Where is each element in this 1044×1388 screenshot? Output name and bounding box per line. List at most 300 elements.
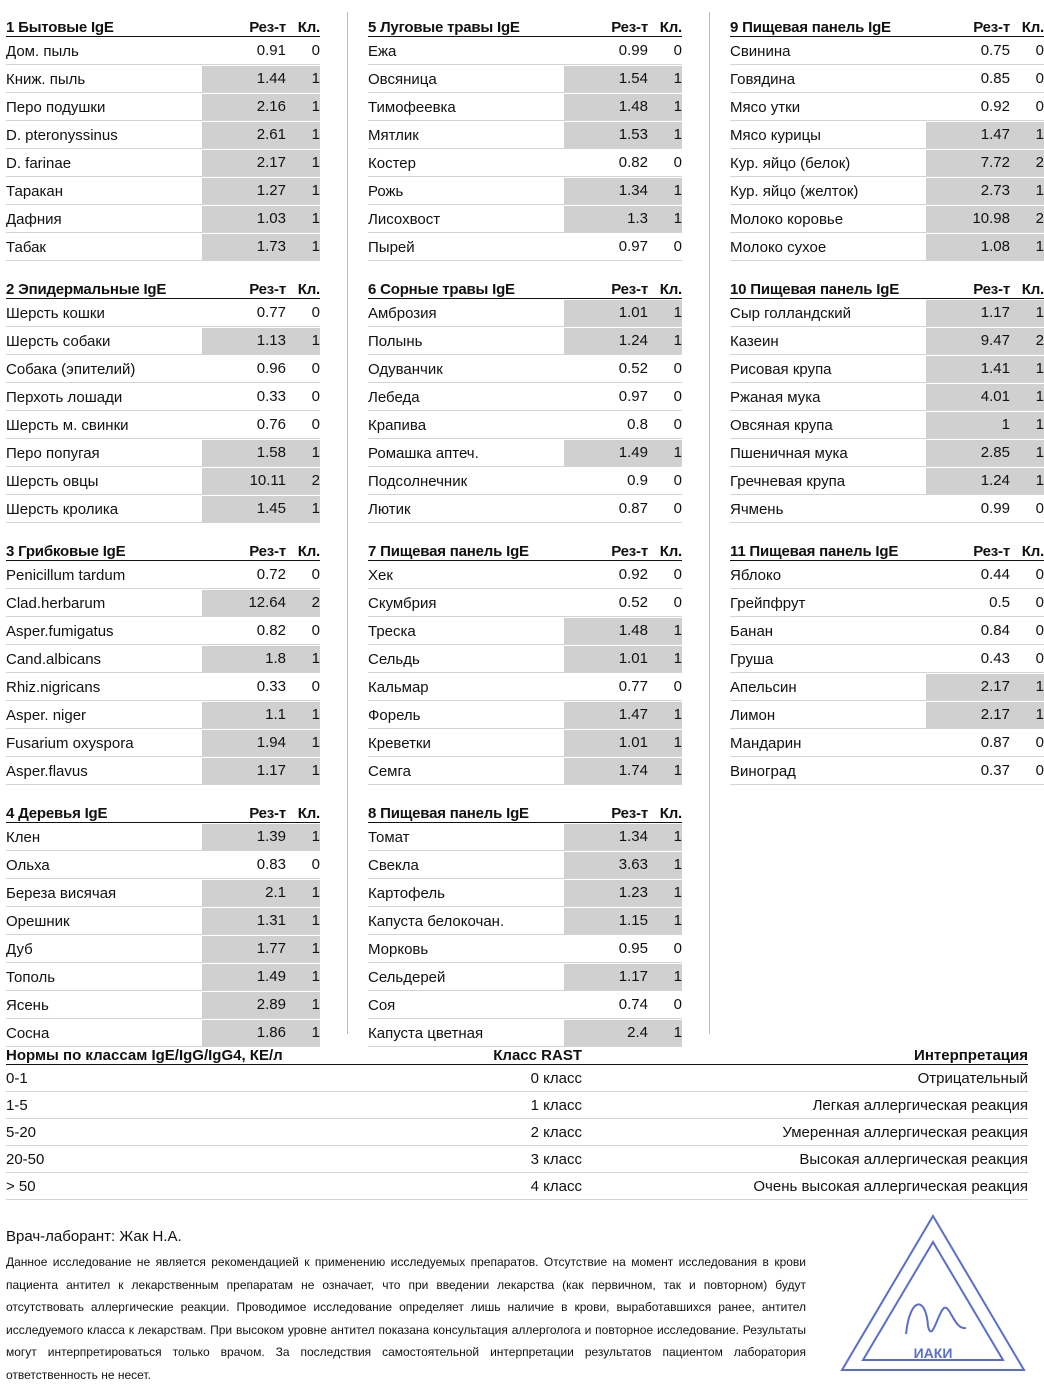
table-row (368, 66, 682, 93)
table-row (368, 38, 682, 65)
allergen-name: Молоко сухое (730, 238, 827, 256)
result-value: 1.74 (564, 758, 654, 784)
allergen-name: Asper.fumigatus (6, 622, 114, 640)
result-value: 10.98 (926, 206, 1016, 232)
allergen-panel (6, 274, 320, 523)
allergen-name: Таракан (6, 182, 64, 200)
allergen-panel (368, 274, 682, 523)
allergen-name: Береза висячая (6, 884, 117, 902)
table-row (6, 300, 320, 327)
result-value: 1 (926, 412, 1016, 438)
table-row (6, 328, 320, 355)
class-value: 1 (1016, 122, 1044, 148)
result-value: 0.82 (618, 154, 648, 171)
result-value: 2.89 (202, 992, 292, 1018)
table-row (730, 384, 1044, 411)
table-row (730, 468, 1044, 495)
table-row (368, 908, 682, 935)
allergen-panel (6, 798, 320, 1047)
table-row (368, 468, 682, 495)
class-value: 0 (1035, 762, 1044, 779)
panel-header (368, 798, 682, 823)
panel-title: 1 Бытовые IgE (6, 19, 114, 36)
result-value: 0.44 (980, 566, 1010, 583)
class-value: 0 (1035, 650, 1044, 667)
allergen-name: Клен (6, 828, 41, 846)
panel-title: 8 Пищевая панель IgE (368, 805, 529, 822)
result-value: 1.44 (202, 66, 292, 92)
table-row (6, 122, 320, 149)
results-column-2 (368, 12, 682, 1060)
result-value: 0.72 (256, 566, 286, 583)
class-value: 1 (1016, 702, 1044, 728)
class-column-header: Кл. (1021, 19, 1044, 36)
class-value: 0 (673, 940, 682, 957)
result-column-header: Рез-т (249, 281, 286, 298)
table-row (368, 562, 682, 589)
class-value: 1 (1016, 178, 1044, 204)
allergen-name: Подсолнечник (368, 472, 468, 490)
norms-interpretation: Легкая аллергическая реакция (812, 1096, 1028, 1114)
table-row (368, 674, 682, 701)
allergen-name: Fusarium oxyspora (6, 734, 134, 752)
class-value: 0 (673, 594, 682, 611)
table-row (6, 646, 320, 673)
allergen-name: Томат (368, 828, 410, 846)
class-column-header: Кл. (297, 805, 320, 822)
result-value: 3.63 (564, 852, 654, 878)
allergen-name: Ежа (368, 42, 397, 60)
class-value: 2 (1016, 206, 1044, 232)
class-value: 1 (292, 1020, 320, 1046)
allergen-name: Шерсть овцы (6, 472, 99, 490)
norms-rast-header: Класс RAST (493, 1047, 582, 1064)
panel-title: 5 Луговые травы IgE (368, 19, 520, 36)
result-value: 1.23 (564, 880, 654, 906)
result-value: 1.17 (564, 964, 654, 990)
result-value: 2.73 (926, 178, 1016, 204)
results-column-1 (6, 12, 320, 1060)
result-value: 0.74 (618, 996, 648, 1013)
class-column-header: Кл. (659, 19, 682, 36)
table-row (368, 880, 682, 907)
table-row (368, 150, 682, 177)
result-value: 0.82 (256, 622, 286, 639)
allergen-name: Казеин (730, 332, 779, 350)
laboratory-stamp (838, 1212, 1028, 1382)
result-value: 2.61 (202, 122, 292, 148)
norms-range: 0-1 (6, 1069, 28, 1087)
allergen-panel (730, 12, 1044, 261)
table-row (730, 122, 1044, 149)
class-column-header: Кл. (659, 543, 682, 560)
table-row (730, 646, 1044, 673)
allergen-name: Ржаная мука (730, 388, 821, 406)
result-value: 1.49 (564, 440, 654, 466)
allergen-panel (730, 274, 1044, 523)
allergen-name: Капуста цветная (368, 1024, 484, 1042)
result-value: 10.11 (202, 468, 292, 494)
class-value: 2 (292, 468, 320, 494)
class-value: 0 (1035, 42, 1044, 59)
allergen-name: Гречневая крупа (730, 472, 846, 490)
table-row (6, 674, 320, 701)
results-column-3 (730, 12, 1044, 798)
table-row (6, 880, 320, 907)
result-value: 1.03 (202, 206, 292, 232)
stamp-signature-stroke (906, 1304, 966, 1334)
result-value: 1.1 (202, 702, 292, 728)
class-value: 1 (1016, 412, 1044, 438)
class-value: 0 (1035, 566, 1044, 583)
panel-header (6, 12, 320, 37)
table-row (368, 590, 682, 617)
panel-title: 4 Деревья IgE (6, 805, 108, 822)
result-value: 1.53 (564, 122, 654, 148)
class-value: 0 (673, 996, 682, 1013)
allergen-name: Мясо курицы (730, 126, 821, 144)
doctor-signature-line: Врач-лаборант: Жак Н.А. (6, 1228, 182, 1245)
result-value: 4.01 (926, 384, 1016, 410)
class-value: 1 (1016, 300, 1044, 326)
allergen-name: Груша (730, 650, 774, 668)
norms-row (6, 1119, 1028, 1146)
class-value: 1 (654, 702, 682, 728)
table-row (6, 992, 320, 1019)
class-value: 1 (292, 150, 320, 176)
result-value: 1.47 (564, 702, 654, 728)
table-row (6, 852, 320, 879)
table-row (368, 328, 682, 355)
table-row (368, 94, 682, 121)
table-row (6, 94, 320, 121)
table-row (6, 234, 320, 261)
allergen-name: Лебеда (368, 388, 420, 406)
result-value: 0.95 (618, 940, 648, 957)
class-value: 1 (292, 758, 320, 784)
allergen-panel (368, 798, 682, 1047)
class-value: 0 (673, 360, 682, 377)
result-value: 2.17 (926, 702, 1016, 728)
result-value: 1.73 (202, 234, 292, 260)
class-value: 0 (311, 856, 320, 873)
allergen-name: Рисовая крупа (730, 360, 832, 378)
result-value: 1.01 (564, 646, 654, 672)
report-footer (6, 1228, 806, 1386)
allergen-name: Полынь (368, 332, 423, 350)
allergen-name: Сельдь (368, 650, 420, 668)
table-row (6, 150, 320, 177)
table-row (730, 590, 1044, 617)
result-value: 1.34 (564, 178, 654, 204)
table-row (6, 356, 320, 383)
class-value: 1 (292, 908, 320, 934)
table-row (368, 730, 682, 757)
table-row (730, 206, 1044, 233)
class-value: 0 (673, 472, 682, 489)
panel-title: 3 Грибковые IgE (6, 543, 126, 560)
norms-range: 1-5 (6, 1096, 28, 1114)
table-row (6, 964, 320, 991)
result-value: 1.24 (564, 328, 654, 354)
class-value: 1 (292, 206, 320, 232)
result-value: 1.13 (202, 328, 292, 354)
result-value: 1.94 (202, 730, 292, 756)
class-value: 0 (1035, 594, 1044, 611)
table-row (730, 618, 1044, 645)
table-row (730, 94, 1044, 121)
class-value: 0 (311, 678, 320, 695)
table-row (6, 908, 320, 935)
class-value: 0 (673, 678, 682, 695)
table-row (368, 206, 682, 233)
class-value: 1 (292, 964, 320, 990)
result-value: 2.4 (564, 1020, 654, 1046)
class-column-header: Кл. (1021, 281, 1044, 298)
class-value: 1 (654, 94, 682, 120)
allergen-name: Сельдерей (368, 968, 446, 986)
class-value: 1 (654, 758, 682, 784)
class-value: 0 (1035, 70, 1044, 87)
result-value: 0.37 (980, 762, 1010, 779)
allergen-name: Шерсть собаки (6, 332, 111, 350)
result-value: 2.85 (926, 440, 1016, 466)
result-value: 0.76 (256, 416, 286, 433)
result-value: 1.17 (926, 300, 1016, 326)
table-row (368, 618, 682, 645)
allergen-name: Сосна (6, 1024, 50, 1042)
table-row (730, 730, 1044, 757)
table-row (368, 234, 682, 261)
allergen-name: Шерсть кролика (6, 500, 119, 518)
allergen-name: Рожь (368, 182, 404, 200)
result-value: 1.34 (564, 824, 654, 850)
class-value: 0 (311, 42, 320, 59)
class-value: 1 (654, 66, 682, 92)
result-value: 2.17 (926, 674, 1016, 700)
result-value: 0.52 (618, 360, 648, 377)
result-value: 1.01 (564, 300, 654, 326)
class-value: 0 (311, 360, 320, 377)
panel-title: 6 Сорные травы IgE (368, 281, 515, 298)
allergen-name: Свекла (368, 856, 419, 874)
panel-header (368, 274, 682, 299)
class-value: 1 (1016, 234, 1044, 260)
allergen-name: Кур. яйцо (белок) (730, 154, 851, 172)
class-value: 1 (1016, 674, 1044, 700)
table-row (6, 936, 320, 963)
result-value: 1.47 (926, 122, 1016, 148)
result-value: 0.8 (627, 416, 648, 433)
table-row (730, 66, 1044, 93)
class-value: 0 (311, 388, 320, 405)
result-value: 0.91 (256, 42, 286, 59)
allergen-name: Одуванчик (368, 360, 443, 378)
stamp-label: ИАКИ (913, 1345, 953, 1361)
class-value: 0 (1035, 734, 1044, 751)
panel-title: 10 Пищевая панель IgE (730, 281, 899, 298)
result-value: 1.8 (202, 646, 292, 672)
allergen-name: Апельсин (730, 678, 797, 696)
class-value: 1 (292, 328, 320, 354)
panel-header (6, 536, 320, 561)
result-value: 1.01 (564, 730, 654, 756)
table-row (730, 300, 1044, 327)
table-row (730, 356, 1044, 383)
table-row (368, 646, 682, 673)
table-row (6, 384, 320, 411)
class-value: 1 (654, 964, 682, 990)
result-value: 1.15 (564, 908, 654, 934)
result-value: 0.5 (989, 594, 1010, 611)
class-value: 0 (673, 500, 682, 517)
table-row (730, 412, 1044, 439)
table-row (6, 730, 320, 757)
allergen-name: Костер (368, 154, 416, 172)
result-value: 0.43 (980, 650, 1010, 667)
norms-interpretation: Высокая аллергическая реакция (799, 1150, 1028, 1168)
table-row (6, 66, 320, 93)
class-column-header: Кл. (659, 805, 682, 822)
class-value: 0 (673, 388, 682, 405)
allergen-name: Пырей (368, 238, 415, 256)
table-row (730, 328, 1044, 355)
table-row (730, 702, 1044, 729)
class-column-header: Кл. (297, 543, 320, 560)
class-value: 1 (1016, 440, 1044, 466)
allergen-name: Треска (368, 622, 416, 640)
class-column-header: Кл. (297, 281, 320, 298)
table-row (730, 38, 1044, 65)
allergen-name: Мандарин (730, 734, 802, 752)
class-column-header: Кл. (1021, 543, 1044, 560)
result-value: 1.08 (926, 234, 1016, 260)
class-value: 1 (292, 880, 320, 906)
class-value: 1 (654, 824, 682, 850)
result-value: 2.1 (202, 880, 292, 906)
allergen-name: Лютик (368, 500, 411, 518)
allergen-name: D. farinae (6, 154, 72, 172)
table-row (6, 440, 320, 467)
panel-header (368, 12, 682, 37)
result-value: 1.48 (564, 618, 654, 644)
table-row (368, 356, 682, 383)
norms-rast: 2 класс (530, 1123, 582, 1141)
class-value: 2 (1016, 328, 1044, 354)
class-value: 1 (292, 122, 320, 148)
panel-header (730, 12, 1044, 37)
result-value: 12.64 (202, 590, 292, 616)
result-value: 1.24 (926, 468, 1016, 494)
allergen-name: D. pteronyssinus (6, 126, 118, 144)
class-value: 0 (1035, 622, 1044, 639)
table-row (368, 852, 682, 879)
table-row (368, 440, 682, 467)
allergen-name: Clad.herbarum (6, 594, 106, 612)
result-value: 1.86 (202, 1020, 292, 1046)
panel-header (6, 798, 320, 823)
table-row (730, 758, 1044, 785)
allergen-name: Свинина (730, 42, 791, 60)
norms-interpretation: Очень высокая аллергическая реакция (753, 1177, 1028, 1195)
allergen-name: Пшеничная мука (730, 444, 848, 462)
allergen-name: Тополь (6, 968, 56, 986)
class-value: 1 (654, 206, 682, 232)
table-row (368, 702, 682, 729)
panel-title: 9 Пищевая панель IgE (730, 19, 891, 36)
allergen-name: Дом. пыль (6, 42, 79, 60)
table-row (6, 468, 320, 495)
table-row (730, 150, 1044, 177)
result-value: 1.3 (564, 206, 654, 232)
result-value: 1.27 (202, 178, 292, 204)
allergen-name: Банан (730, 622, 774, 640)
class-value: 1 (292, 178, 320, 204)
class-value: 1 (1016, 356, 1044, 382)
class-value: 1 (654, 646, 682, 672)
panel-header (368, 536, 682, 561)
norms-rast: 4 класс (530, 1177, 582, 1195)
allergen-name: Кальмар (368, 678, 429, 696)
allergen-name: Дафния (6, 210, 62, 228)
result-value: 0.92 (980, 98, 1010, 115)
result-value: 0.87 (980, 734, 1010, 751)
allergen-name: Ромашка аптеч. (368, 444, 479, 462)
class-value: 1 (654, 1020, 682, 1046)
result-value: 0.92 (618, 566, 648, 583)
allergen-name: Перо подушки (6, 98, 106, 116)
allergen-name: Морковь (368, 940, 429, 958)
result-value: 0.77 (618, 678, 648, 695)
result-value: 2.17 (202, 150, 292, 176)
class-value: 1 (292, 730, 320, 756)
allergen-name: Табак (6, 238, 46, 256)
allergen-name: Penicillum tardum (6, 566, 126, 584)
norms-row (6, 1092, 1028, 1119)
allergen-name: Перхоть лошади (6, 388, 123, 406)
class-value: 0 (673, 42, 682, 59)
result-column-header: Рез-т (973, 19, 1010, 36)
norms-range-header: Нормы по классам IgE/IgG/IgG4, КЕ/л (6, 1047, 283, 1064)
allergen-name: Овсяница (368, 70, 437, 88)
table-row (6, 412, 320, 439)
allergen-name: Форель (368, 706, 421, 724)
class-value: 1 (654, 122, 682, 148)
allergen-name: Лимон (730, 706, 776, 724)
table-row (730, 496, 1044, 523)
allergen-name: Rhiz.nigricans (6, 678, 101, 696)
class-value: 1 (654, 908, 682, 934)
result-column-header: Рез-т (611, 19, 648, 36)
result-value: 0.33 (256, 388, 286, 405)
allergen-name: Орешник (6, 912, 70, 930)
allergen-name: Скумбрия (368, 594, 437, 612)
column-divider (347, 12, 348, 1034)
allergen-name: Книж. пыль (6, 70, 86, 88)
table-row (6, 206, 320, 233)
allergen-name: Яблоко (730, 566, 782, 584)
class-value: 1 (654, 178, 682, 204)
table-row (368, 936, 682, 963)
allergen-name: Виноград (730, 762, 796, 780)
panel-header (730, 274, 1044, 299)
class-value: 0 (1035, 500, 1044, 517)
table-row (6, 702, 320, 729)
table-row (368, 758, 682, 785)
class-value: 1 (292, 824, 320, 850)
table-row (6, 562, 320, 589)
allergen-name: Соя (368, 996, 396, 1014)
